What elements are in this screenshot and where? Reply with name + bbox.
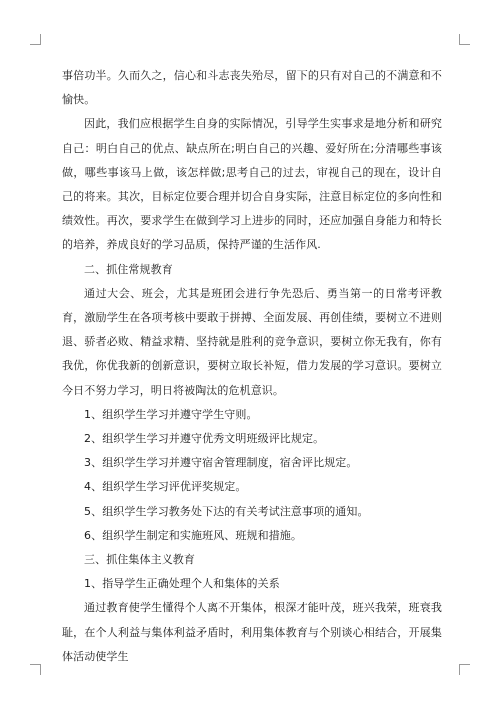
paragraph: 通过大会、班会，尤其是班团会进行争先恐后、勇当第一的日常考评教育，激励学生在各项考核中要敢于拼搏、全面发展、再创佳绩，要树立不进则退、骄者必败、精益求精、坚持就是胜利的竞争意识，要树立你无我有，你有我优，你优我新的创新意识，要树立取长补短，借力发展的学习意识。要树立今日不努力学习，明日将被陶汰的危机意识。: [62, 286, 442, 397]
list-item: 1、组织学生学习并遵守学生守则。: [84, 407, 258, 421]
crop-mark-bottom-right: [459, 664, 470, 675]
section-heading: 二、抓住常规教育: [84, 262, 173, 276]
document-body: [62, 64, 442, 669]
crop-mark-bottom-left: [30, 664, 41, 675]
list-item: 6、组织学生制定和实施班风、班规和措施。: [84, 528, 302, 542]
crop-mark-top-left: [30, 34, 41, 45]
crop-mark-top-right: [459, 34, 470, 45]
paragraph: 事倍功半。久而久之，信心和斗志丧失殆尽，留下的只有对自己的不满意和不愉快。: [62, 69, 442, 107]
list-item: 4、组织学生学习评优评奖规定。: [84, 480, 247, 494]
list-item: 2、组织学生学习并遵守优秀文明班级评比规定。: [84, 432, 325, 446]
section-heading: 三、抓住集体主义教育: [84, 553, 195, 567]
list-item: 3、组织学生学习并遵守宿舍管理制度，宿舍评比规定。: [84, 456, 358, 470]
paragraph: 通过教育使学生懂得个人离不开集体，根深才能叶茂，班兴我荣，班衰我耻，在个人利益与集体利益矛盾时，利用集体教育与个别谈心相结合，开展集体活动使学生: [62, 601, 442, 663]
paragraph: 因此，我们应根据学生自身的实际情况，引导学生实事求是地分析和研究自己：明白自己的优点、缺点所在;明白自己的兴趣、爱好所在;分清哪些事该做，哪些事该马上做，该怎样做;思考自己的过去，审视自己的现在，设计自己的将来。其次，目标定位要合理并切合自身实际，注意目标定位的多向性和绩效性。再次，要求学生在做到学习上进步的同时，还应加强自身能力和特长的培养，养成良好的学习品质，保持严谨的生活作风.: [62, 117, 442, 252]
list-item: 5、组织学生学习教务处下达的有关考试注意事项的通知。: [84, 504, 369, 518]
subsection-heading: 1、指导学生正确处理个人和集体的关系: [84, 577, 280, 591]
